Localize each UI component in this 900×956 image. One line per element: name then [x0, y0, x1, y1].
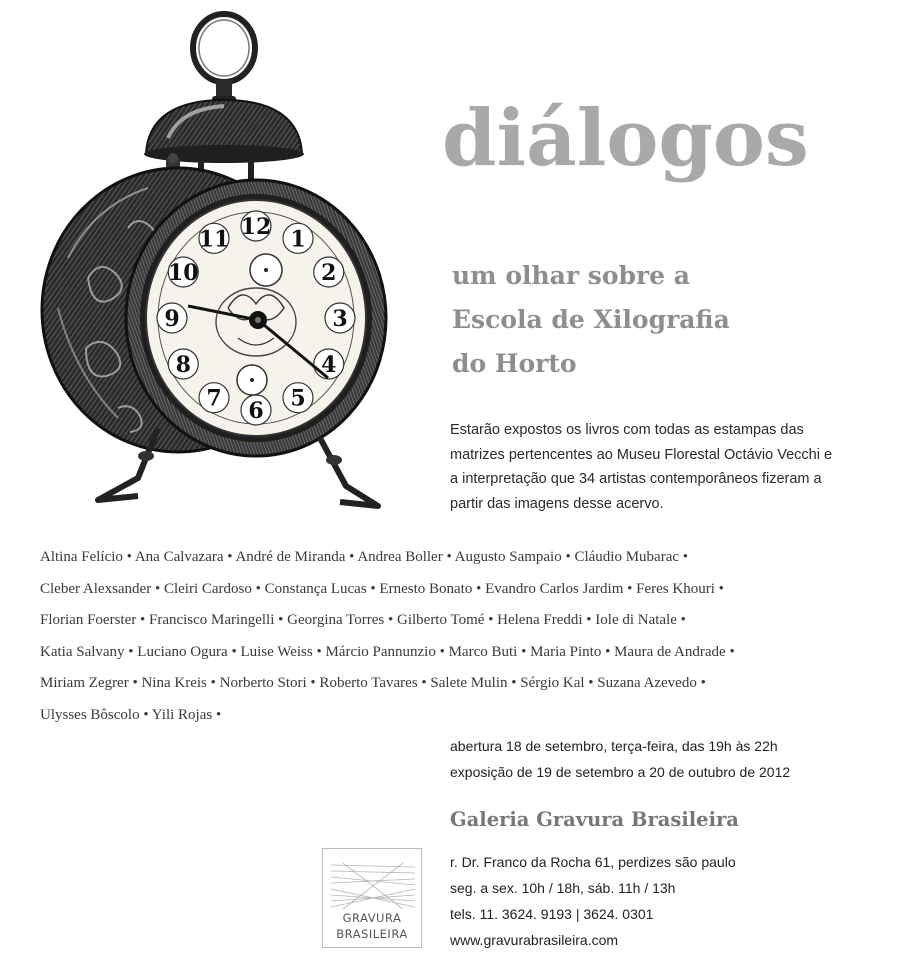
- intro-line: partir das imagens desse acervo.: [450, 495, 664, 512]
- exhibition-subtitle: [452, 254, 730, 386]
- subtitle-line: do Horto: [452, 349, 577, 378]
- intro-line: Estarão expostos os livros com todas as estampas das: [450, 422, 804, 438]
- clock-ring: [193, 14, 255, 104]
- intro-line: matrizes pertencentes ao Museu Florestal Octávio Vecchi e: [450, 446, 833, 463]
- clock-numeral: 12: [240, 214, 272, 240]
- gallery-address: r. Dr. Franco da Rocha 61, perdizes são paulo: [450, 854, 736, 870]
- artists-line: Altina Felício • Ana Calvazara • André de Miranda • Andrea Boller • Augusto Sampaio • Cláudio Mubarac •: [40, 549, 689, 565]
- clock-numeral: 11: [198, 226, 230, 253]
- artists-line: Katia Salvany • Luciano Ogura • Luise Weiss • Márcio Pannunzio • Marco Buti • Maria Pinto • Maura de Andrade •: [40, 643, 735, 660]
- artists-line: Florian Foerster • Francisco Maringelli • Georgina Torres • Gilberto Tomé • Helena Freddi • Iole di Natale •: [40, 612, 686, 628]
- exhibition-period: exposição de 19 de setembro a 20 de outubro de 2012: [450, 764, 791, 780]
- exhibition-title: diálogos: [442, 93, 809, 184]
- alarm-clock-illustration: [28, 8, 398, 528]
- clock-numeral: 4: [321, 352, 337, 378]
- clock-numeral: 1: [290, 226, 306, 253]
- gravura-brasileira-logo: [322, 848, 422, 948]
- clock-numeral: 5: [290, 385, 306, 412]
- artists-line: Ulysses Bôscolo • Yili Rojas •: [40, 706, 222, 723]
- gallery-name: Galeria Gravura Brasileira: [450, 808, 739, 831]
- artists-line: Miriam Zegrer • Nina Kreis • Norberto Stori • Roberto Tavares • Salete Mulin • Sérgio Kal • Suzana Azevedo •: [40, 675, 706, 691]
- exhibition-dates: [450, 733, 790, 785]
- clock-numeral: 3: [332, 306, 348, 332]
- artists-list: [40, 542, 890, 731]
- clock-numeral: 6: [248, 398, 264, 424]
- intro-line: a interpretação que 34 artistas contemporâneos fizeram a: [450, 471, 822, 487]
- gallery-contact: [450, 849, 736, 953]
- artists-line: Cleber Alexsander • Cleiri Cardoso • Constança Lucas • Ernesto Bonato • Evandro Carlos Jardim • Feres Khouri •: [40, 580, 724, 597]
- gallery-hours: seg. a sex. 10h / 18h, sáb. 11h / 13h: [450, 880, 676, 896]
- intro-paragraph: [450, 418, 880, 516]
- logo-text-line: BRASILEIRA: [336, 927, 408, 941]
- subtitle-line: um olhar sobre a: [452, 261, 690, 290]
- subtitle-line: Escola de Xilografia: [452, 305, 730, 334]
- clock-numeral: 7: [206, 385, 222, 412]
- gallery-phones: tels. 11. 3624. 9193 | 3624. 0301: [450, 906, 654, 922]
- clock-numeral: 8: [175, 352, 191, 378]
- logo-text-line: GRAVURA: [342, 911, 402, 925]
- gallery-website-link[interactable]: www.gravurabrasileira.com: [450, 932, 619, 948]
- clock-numeral: 9: [164, 306, 180, 332]
- clock-numeral: 10: [167, 260, 199, 286]
- clock-numeral: 2: [321, 260, 337, 286]
- opening-date: abertura 18 de setembro, terça-feira, das 19h às 22h: [450, 738, 778, 754]
